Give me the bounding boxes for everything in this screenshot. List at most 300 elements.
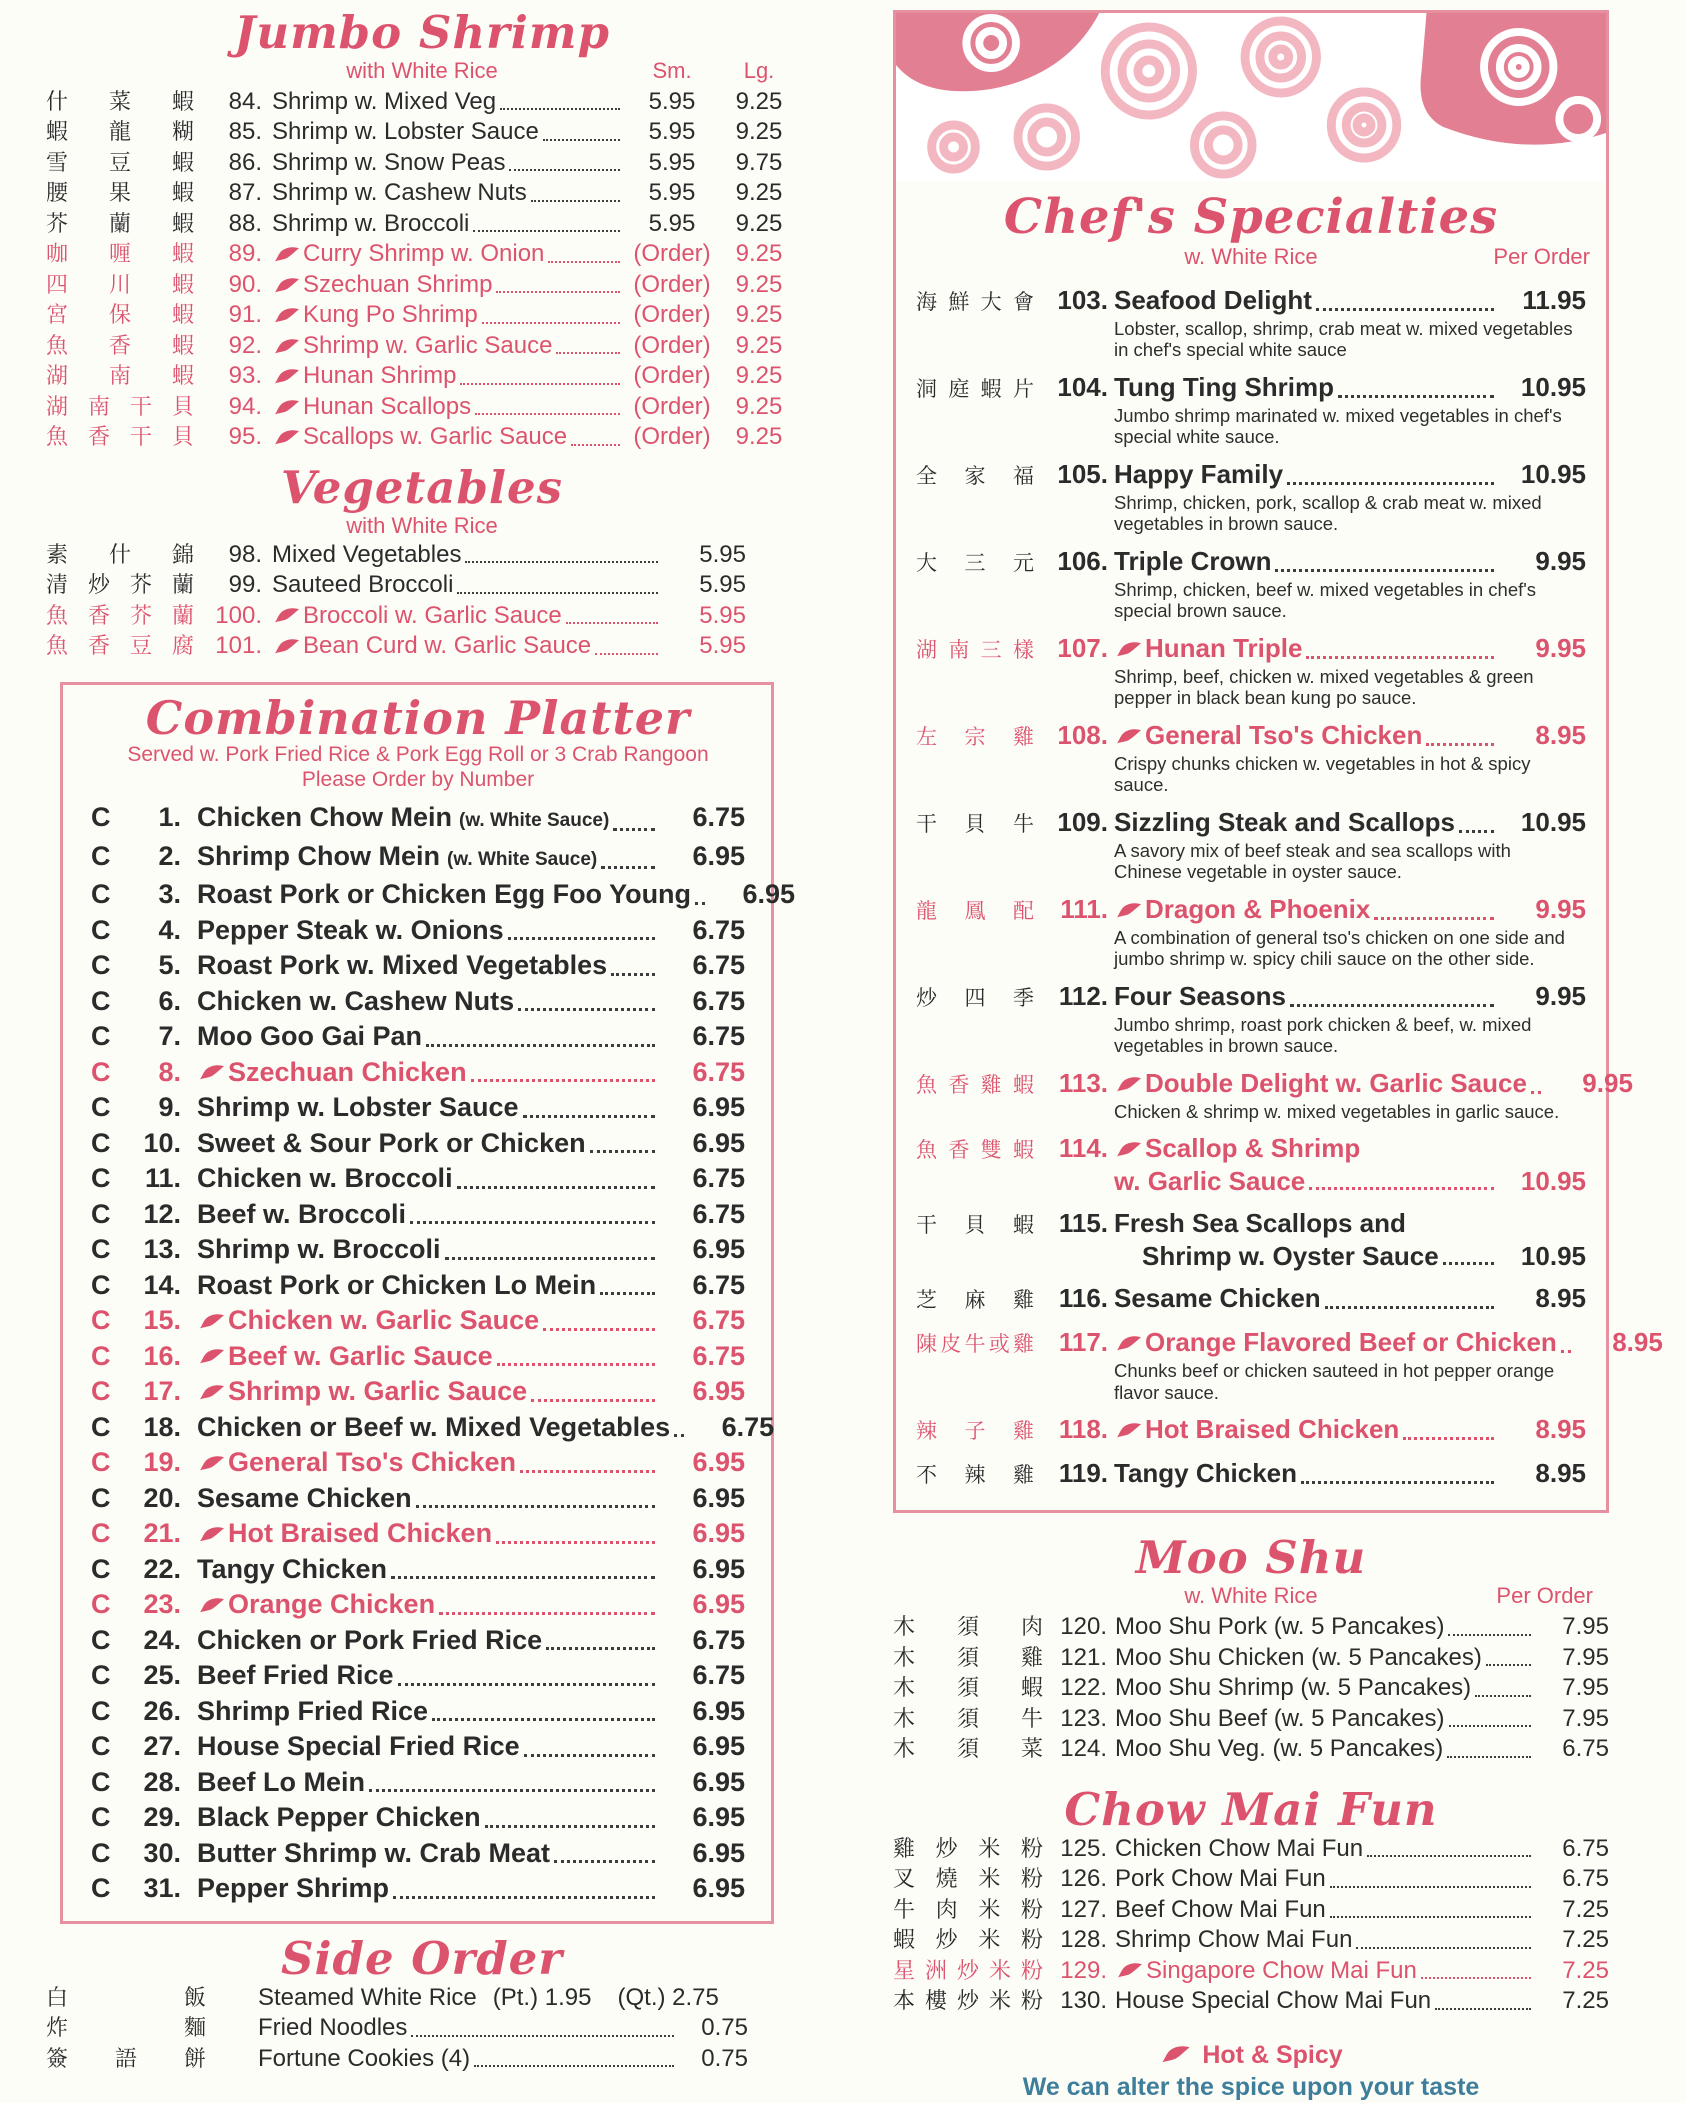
item-number: 130.: [1060, 1987, 1107, 2014]
hot-spicy-icon: [274, 430, 300, 445]
item-price: 0.75: [701, 2044, 748, 2072]
menu-item-row: [893, 1834, 1609, 1865]
hot-spicy-icon: [1116, 1142, 1142, 1157]
item-name: Tung Ting Shrimp: [1114, 371, 1335, 402]
leader-dots: [1301, 1481, 1494, 1484]
item-name: General Tso's Chicken: [1145, 719, 1423, 750]
item-number: 18.: [143, 1411, 181, 1442]
chinese-name: 宮 保 蝦: [46, 302, 194, 328]
menu-item: [916, 1133, 1586, 1197]
chinese-name: 炸 麵: [46, 2015, 206, 2041]
menu-item-row: [916, 633, 1586, 666]
hot-spicy-icon: [274, 247, 300, 262]
chinese-name: 辣 子 雞: [916, 1420, 1034, 1444]
item-price: 6.75: [692, 802, 745, 833]
leader-dots: [393, 1896, 655, 1899]
menu-item-row: [916, 981, 1586, 1014]
combo-letter: C: [91, 1305, 111, 1336]
item-price: 6.75: [721, 1411, 775, 1442]
combo-letter: C: [91, 1589, 111, 1620]
item-number: 128.: [1060, 1926, 1107, 1953]
item-price: 6.95: [692, 1553, 745, 1584]
menu-item-row: [46, 331, 798, 362]
item-name: Mixed Vegetables: [272, 540, 462, 568]
item-number: 7.: [158, 1021, 181, 1052]
chinese-name: 全 家 福: [916, 464, 1034, 488]
item-note: (w. White Sauce): [459, 810, 610, 832]
item-number: 16.: [143, 1340, 181, 1371]
item-number: 99.: [228, 571, 262, 599]
chinese-name: 左 宗 雞: [916, 725, 1034, 749]
leader-dots: [600, 1292, 655, 1295]
menu-item-row: [91, 1871, 745, 1907]
menu-item-row: [91, 1374, 745, 1410]
hot-spicy-icon: [199, 1527, 225, 1542]
hot-spicy-icon: [274, 608, 300, 623]
combo-letter: C: [91, 1660, 111, 1691]
item-quart-price: (Qt.) 2.75: [617, 1983, 719, 2011]
leader-dots: [391, 1576, 655, 1579]
item-price: 6.95: [692, 1837, 745, 1868]
item-note: (w. White Sauce): [447, 848, 598, 870]
combo-letter: C: [91, 840, 111, 871]
menu-item-row: [893, 1734, 1609, 1765]
item-number: 93.: [228, 362, 262, 390]
menu-item-row: [91, 1126, 745, 1162]
item-number: 120.: [1060, 1613, 1107, 1641]
menu-item-row: [91, 1268, 745, 1304]
item-number: 22.: [143, 1553, 181, 1584]
menu-item: [916, 633, 1586, 709]
menu-item: [916, 372, 1586, 448]
menu-item-row: [91, 1481, 745, 1517]
hot-spicy-label: Hot & Spicy: [1202, 2040, 1343, 2069]
vegetables-list: [46, 540, 798, 662]
menu-item-row: [91, 1800, 745, 1836]
leader-dots: [496, 291, 620, 293]
item-price: 6.95: [692, 840, 745, 871]
item-price-small: 5.95: [648, 179, 696, 207]
leader-dots: [601, 866, 655, 869]
chinese-name: 牛 肉 米 粉: [893, 1896, 1043, 1922]
hot-spicy-icon: [274, 308, 300, 323]
item-number: 30.: [143, 1837, 181, 1868]
item-name: Pepper Shrimp: [197, 1873, 390, 1904]
item-price: 6.75: [692, 1305, 745, 1336]
leader-dots: [531, 1399, 655, 1402]
combo-letter: C: [91, 802, 111, 833]
item-number: 85.: [228, 118, 262, 146]
item-number: 107.: [1057, 632, 1108, 663]
leader-dots: [590, 1150, 655, 1153]
menu-item-row-line2: [916, 1166, 1586, 1197]
menu-item-row: [46, 570, 798, 601]
item-name: Chicken Chow Mai Fun: [1115, 1834, 1364, 1862]
leader-dots: [497, 1363, 655, 1366]
moo-shu-per-order-label: Per Order: [1496, 1583, 1593, 1609]
item-name: Moo Shu Pork (w. 5 Pancakes): [1115, 1613, 1445, 1641]
item-price-small: 5.95: [648, 87, 696, 115]
item-number: 117.: [1058, 1327, 1108, 1358]
item-number: 29.: [143, 1802, 181, 1833]
item-number: 95.: [228, 423, 262, 451]
jumbo-shrimp-subtitle: with White Rice: [346, 57, 498, 83]
vegetables-title: Vegetables: [281, 460, 563, 514]
leader-dots: [524, 1754, 655, 1757]
item-name-line2: Shrimp w. Oyster Sauce: [1142, 1241, 1439, 1272]
item-price: 6.75: [692, 1021, 745, 1052]
leader-dots: [566, 622, 658, 624]
leader-dots: [411, 2035, 674, 2037]
chinese-name: 木 須 蝦: [893, 1675, 1043, 1701]
item-number: 116.: [1058, 1283, 1108, 1314]
chinese-name: 本 樓 炒 米 粉: [893, 1988, 1043, 2013]
chinese-name: 魚 香 豆 腐: [46, 633, 194, 659]
combo-letter: C: [91, 1198, 111, 1229]
item-name: Szechuan Chicken: [228, 1056, 467, 1087]
leader-dots: [1316, 308, 1494, 311]
item-name: Bean Curd w. Garlic Sauce: [303, 632, 592, 660]
item-name: Happy Family: [1114, 458, 1284, 489]
item-number: 92.: [228, 331, 262, 359]
menu-item-row: [91, 1055, 745, 1091]
chefs-specialties-list: [896, 273, 1663, 1511]
menu-item-row: [46, 148, 798, 179]
item-name: Moo Shu Beef (w. 5 Pancakes): [1115, 1704, 1445, 1732]
menu-item-row: [46, 392, 798, 423]
combo-letter: C: [91, 1695, 111, 1726]
item-price: 6.75: [692, 985, 745, 1016]
item-name: Fortune Cookies (4): [258, 2044, 471, 2072]
item-number: 123.: [1060, 1704, 1107, 1732]
chinese-name: 魚 香 干 貝: [46, 424, 194, 450]
chefs-specialties-title: Chef's Specialties: [1003, 189, 1499, 245]
leader-dots: [485, 1825, 655, 1828]
item-name: Kung Po Shrimp: [303, 301, 478, 329]
item-name: Hunan Scallops: [303, 392, 472, 420]
menu-item: [916, 459, 1586, 535]
menu-item-row: [916, 1414, 1586, 1447]
moo-shu-subhead: [893, 1582, 1609, 1612]
menu-item-row: [91, 800, 745, 839]
item-number: 115.: [1058, 1208, 1108, 1239]
leader-dots: [1421, 1977, 1531, 1979]
item-price: 6.95: [692, 1092, 745, 1123]
menu-item-row: [46, 270, 798, 301]
item-number: 126.: [1060, 1865, 1107, 1892]
chinese-name: 木 須 牛: [893, 1705, 1043, 1731]
leader-dots: [500, 108, 620, 110]
item-number: 129.: [1060, 1956, 1107, 1984]
item-name: Shrimp w. Lobster Sauce: [197, 1092, 519, 1123]
combo-letter: C: [91, 1731, 111, 1762]
leader-dots: [398, 1683, 655, 1686]
menu-item: [916, 1414, 1586, 1447]
item-number: 105.: [1057, 458, 1108, 489]
leader-dots: [1475, 1695, 1531, 1697]
menu-item-row: [916, 459, 1586, 492]
leader-dots: [548, 261, 620, 263]
combination-platter-box: [60, 682, 796, 1924]
menu-item: [916, 981, 1586, 1057]
item-price: 6.75: [692, 1269, 745, 1300]
menu-item-row: [91, 1516, 745, 1552]
item-price-large: 9.25: [735, 87, 783, 115]
menu-item-row: [916, 1208, 1586, 1241]
item-price: 6.75: [692, 914, 745, 945]
combo-letter: C: [91, 1340, 111, 1371]
item-number: 24.: [143, 1624, 181, 1655]
chinese-name: 蝦 炒 米 粉: [893, 1927, 1043, 1952]
chinese-name: 湖 南 干 貝: [46, 393, 194, 419]
leader-dots: [674, 1434, 684, 1437]
item-price: 8.95: [1535, 1458, 1586, 1489]
item-name: Chicken or Pork Fried Rice: [197, 1624, 543, 1655]
item-price: 6.95: [692, 1873, 745, 1904]
chinese-name: 魚 香 芥 蘭: [46, 602, 194, 628]
item-number: 2.: [158, 840, 181, 871]
item-name: Moo Shu Shrimp (w. 5 Pancakes): [1115, 1674, 1472, 1702]
side-order-title: Side Order: [280, 1931, 564, 1985]
menu-item-row: [46, 117, 798, 148]
chefs-specialties-box: [893, 10, 1663, 1513]
item-name: Roast Pork or Chicken Lo Mein: [197, 1269, 597, 1300]
item-price-small: (Order): [633, 423, 711, 451]
menu-item-row: [91, 1552, 745, 1588]
side-order-list: [46, 1983, 798, 2075]
item-name: Sesame Chicken: [197, 1482, 412, 1513]
item-price: 6.95: [692, 1589, 745, 1620]
chinese-name: 魚 香 雙 蝦: [916, 1139, 1034, 1163]
item-number: 113.: [1058, 1067, 1108, 1098]
item-price: 11.95: [1522, 284, 1586, 315]
item-name: Orange Chicken: [228, 1589, 436, 1620]
leader-dots: [465, 561, 658, 563]
menu-item: [916, 807, 1586, 883]
item-name: Shrimp Chow Mai Fun: [1115, 1926, 1353, 1953]
item-name: Chicken w. Garlic Sauce: [228, 1305, 540, 1336]
menu-item: [916, 285, 1586, 361]
chinese-name: 炒 四 季: [916, 986, 1034, 1010]
item-name: Scallops w. Garlic Sauce: [303, 423, 568, 451]
menu-item-row: [91, 1623, 745, 1659]
leader-dots: [1275, 569, 1494, 572]
leader-dots: [531, 200, 620, 202]
hot-spicy-icon: [199, 1065, 225, 1080]
menu-item-row: [893, 1956, 1609, 1987]
item-number: 91.: [228, 301, 262, 329]
combo-letter: C: [91, 1127, 111, 1158]
item-price-large: 9.25: [735, 179, 783, 207]
item-price: 6.75: [1562, 1865, 1609, 1892]
item-price-large: 9.25: [735, 392, 783, 420]
leader-dots: [432, 1718, 655, 1721]
item-description: Jumbo shrimp marinated w. mixed vegetables in chef's special white sauce.: [1114, 404, 1562, 448]
chinese-name: 魚 香 雞 蝦: [916, 1073, 1034, 1097]
item-price: 6.75: [692, 1056, 745, 1087]
leader-dots: [1290, 1004, 1494, 1007]
item-name: Triple Crown: [1114, 545, 1272, 576]
item-name: Chicken w. Cashew Nuts: [197, 985, 515, 1016]
large-column-header: Lg.: [743, 57, 775, 83]
menu-item-row: [46, 2013, 798, 2044]
chinese-name: 陳 皮 牛 或 雞: [916, 1333, 1034, 1357]
item-price: 6.75: [1562, 1735, 1609, 1763]
menu-item-row: [91, 1410, 775, 1446]
menu-item-row: [893, 1925, 1609, 1956]
item-number: 4.: [158, 914, 181, 945]
item-name: Hot Braised Chicken: [228, 1518, 493, 1549]
item-price-small: (Order): [633, 270, 711, 298]
item-description: Jumbo shrimp, roast pork chicken & beef, w. mixed vegetables in brown sauce.: [1114, 1013, 1532, 1057]
item-number: 9.: [158, 1092, 181, 1123]
menu-item-row: [91, 1339, 745, 1375]
combo-letter: C: [91, 879, 111, 910]
item-number: 103.: [1057, 284, 1108, 315]
leader-dots: [1374, 917, 1494, 920]
combo-letter: C: [91, 985, 111, 1016]
item-name: House Special Chow Mai Fun: [1115, 1987, 1432, 2014]
menu-item-row: [916, 285, 1586, 318]
hot-spicy-icon: [1117, 1963, 1143, 1978]
jumbo-shrimp-list: [46, 87, 798, 453]
item-price: 6.75: [692, 1163, 745, 1194]
menu-item: [916, 1067, 1633, 1123]
menu-item-row: [91, 1090, 745, 1126]
leader-dots: [1287, 482, 1494, 485]
item-pint-price: (Pt.) 1.95: [492, 1983, 592, 2011]
item-name: Singapore Chow Mai Fun: [1146, 1956, 1417, 1984]
leader-dots: [520, 1470, 655, 1473]
combo-letter: C: [91, 1234, 111, 1265]
item-number: 26.: [143, 1695, 181, 1726]
menu-item: [916, 546, 1586, 622]
chinese-name: 腰 果 蝦: [46, 180, 194, 206]
item-price: 6.75: [692, 1624, 745, 1655]
leader-dots: [445, 1257, 655, 1260]
item-price: 6.95: [692, 1127, 745, 1158]
item-name: Scallop & Shrimp: [1145, 1133, 1361, 1164]
item-number: 109.: [1057, 806, 1108, 837]
item-name: Tangy Chicken: [197, 1553, 388, 1584]
item-name: Roast Pork or Chicken Egg Foo Young: [197, 879, 692, 910]
item-description: Lobster, scallop, shrimp, crab meat w. mixed vegetables in chef's special white sauce: [1114, 317, 1573, 361]
menu-item-row: [91, 984, 745, 1020]
item-number: 98.: [228, 540, 262, 568]
leader-dots: [1426, 743, 1494, 746]
item-name: Shrimp w. Broccoli: [197, 1234, 441, 1265]
item-price-small: (Order): [633, 301, 711, 329]
leader-dots: [695, 902, 705, 905]
menu-item-row: [893, 1643, 1609, 1674]
item-number: 112.: [1058, 980, 1108, 1011]
chinese-name: 湖 南 三 樣: [916, 638, 1034, 662]
item-price: 7.25: [1562, 1987, 1609, 2014]
menu-item-row: [46, 540, 798, 571]
leader-dots: [460, 383, 620, 385]
item-number: 94.: [228, 392, 262, 420]
item-name: Seafood Delight: [1114, 284, 1312, 315]
menu-item-row: [46, 239, 798, 270]
menu-item-row: [91, 1161, 745, 1197]
menu-item: [916, 894, 1586, 970]
item-description: Chunks beef or chicken sauteed in hot pepper orange flavor sauce.: [1114, 1360, 1555, 1403]
item-number: 20.: [143, 1482, 181, 1513]
item-description: Shrimp, beef, chicken w. mixed vegetables & green pepper in black bean kung po sauce.: [1114, 665, 1534, 709]
combination-subtitle-1: Served w. Pork Fried Rice & Pork Egg Roll or 3 Crab Rangoon: [127, 743, 709, 767]
menu-item-row: [893, 1895, 1609, 1926]
leader-dots: [595, 653, 658, 655]
leader-dots: [518, 1008, 655, 1011]
chinese-name: 大 三 元: [916, 551, 1034, 575]
item-number: 108.: [1057, 719, 1108, 750]
leader-dots: [554, 1860, 655, 1863]
item-price: 9.95: [1535, 632, 1586, 663]
item-price: 8.95: [1535, 1414, 1586, 1445]
item-name: Shrimp w. Snow Peas: [272, 148, 506, 176]
combo-letter: C: [91, 1376, 111, 1407]
item-price-large: 9.25: [735, 331, 783, 359]
combo-letter: C: [91, 1269, 111, 1300]
item-number: 89.: [228, 240, 262, 268]
item-price: 7.95: [1562, 1674, 1609, 1702]
item-price: 10.95: [1520, 458, 1586, 489]
chow-mai-fun-list: [893, 1834, 1609, 2017]
item-price-large: 9.25: [735, 423, 783, 451]
item-price: 5.95: [699, 601, 746, 629]
item-price: 7.95: [1562, 1613, 1609, 1641]
hot-spicy-icon: [199, 1314, 225, 1329]
item-price: 8.95: [1535, 719, 1586, 750]
item-number: 23.: [143, 1589, 181, 1620]
menu-item-row: [46, 601, 798, 632]
leader-dots: [546, 1647, 655, 1650]
item-name: Four Seasons: [1114, 980, 1286, 1011]
item-name: Shrimp Chow Mein: [197, 840, 440, 871]
menu-item-row: [916, 1283, 1586, 1316]
item-price-small: 5.95: [648, 118, 696, 146]
item-name: Shrimp w. Garlic Sauce: [228, 1376, 528, 1407]
leader-dots: [1459, 830, 1494, 833]
item-price: 9.95: [1582, 1067, 1633, 1098]
item-name: Beef w. Garlic Sauce: [228, 1340, 493, 1371]
leader-dots: [1338, 395, 1494, 398]
hot-spicy-icon: [1116, 903, 1142, 918]
hot-spicy-icon: [274, 369, 300, 384]
item-number: 106.: [1057, 545, 1108, 576]
leader-dots: [1330, 1916, 1531, 1918]
item-name: Beef Fried Rice: [197, 1660, 394, 1691]
combo-letter: C: [91, 1873, 111, 1904]
menu-item-row: [91, 1765, 745, 1801]
item-number: 8.: [158, 1056, 181, 1087]
hot-spicy-icon: [1116, 1423, 1142, 1438]
chefs-subtitle: w. White Rice: [1184, 243, 1318, 269]
menu-item-row: [46, 631, 798, 662]
leader-dots: [613, 828, 655, 831]
item-name: Sesame Chicken: [1114, 1283, 1321, 1314]
item-price-small: (Order): [633, 362, 711, 390]
item-name: Shrimp w. Broccoli: [272, 209, 470, 237]
small-column-header: Sm.: [652, 57, 692, 83]
item-price: 10.95: [1520, 806, 1586, 837]
leader-dots: [369, 1789, 655, 1792]
item-name-line2: w. Garlic Sauce: [1114, 1166, 1306, 1197]
menu-item-row: [916, 894, 1586, 927]
combo-letter: C: [91, 1518, 111, 1549]
menu-item-row: [46, 87, 798, 118]
chinese-name: 干 貝 牛: [916, 812, 1034, 836]
